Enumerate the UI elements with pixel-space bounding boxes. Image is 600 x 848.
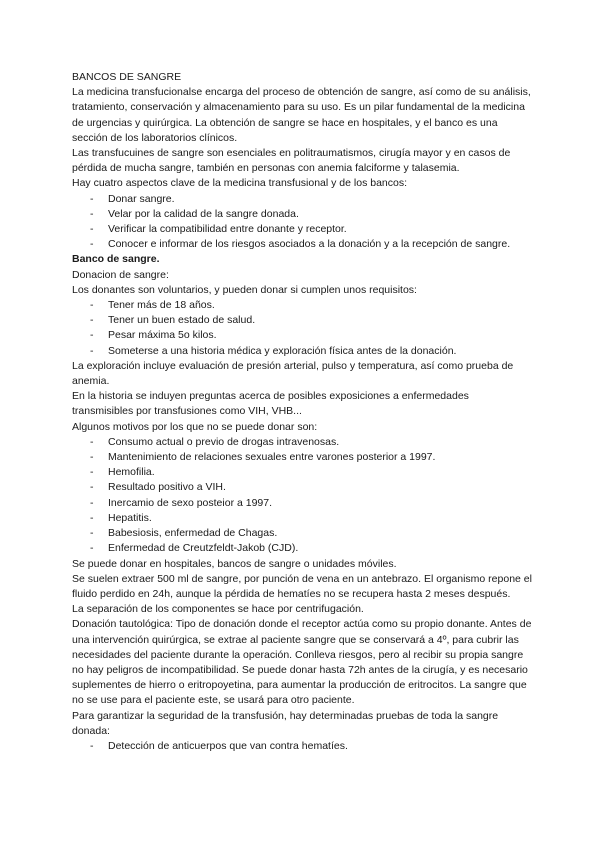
where-paragraph: Se puede donar en hospitales, bancos de sangre o unidades móviles. [72,557,397,570]
list-item: - Tener más de 18 años. [72,298,532,313]
separation-paragraph: La separación de los componentes se hace por centrifugación. [72,603,364,616]
reasons-lead: Algunos motivos por los que no se puede donar son: [72,420,318,433]
document-title: BANCOS DE SANGRE [72,71,182,83]
list-item: - Resultado positivo a VIH. [72,480,532,495]
list-item: - Detección de anticuerpos que van contra hematíes. [72,739,532,754]
history-paragraph: En la historia se induyen preguntas acerca de posibles exposiciones a enfermedades transmisibles por transfusiones como VIH, VHB... [72,390,469,418]
list-item: - Babesiosis, enfermedad de Chagas. [72,526,532,541]
list-item: - Tener un buen estado de salud. [72,313,532,328]
aspects-list [72,192,532,253]
safety-lead: Para garantizar la seguridad de la transfusión, hay determinadas pruebas de toda la sangre donada: [72,709,499,737]
list-item: - Conocer e informar de los riesgos asociados a la donación y a la recepción de sangre. [72,237,532,252]
transfusion-uses-paragraph: Las transfucuines de sangre son esenciales en politraumatismos, cirugía mayor y en casos de pérdida de mucha sangre, también en personas con anemia falciforme y talasemia. [72,147,511,175]
autologous-paragraph: Donación tautológica: Tipo de donación donde el receptor actúa como su propio donante. Antes de una intervención quirúrgica, se extrae al paciente sangre que se conservará a 4º, para cubrir las necesidades del paciente durante la operación. Conlleva riesgos, pero al recibir su propia sangre no hay peligros de incompatibilidad. Se puede donar hasta 72h antes de la cirugía, y es necesario suplementes de hierro o eritropoyetina, para aumentar la producción de eritrocitos. La sangre que no se use para el paciente este, se usará para otro paciente. [72,618,532,707]
list-item: - Inercamio de sexo posteior a 1997. [72,496,532,511]
reasons-list [72,435,532,557]
list-item: - Donar sangre. [72,192,532,207]
list-item: - Mantenimiento de relaciones sexuales entre varones posterior a 1997. [72,450,532,465]
document-body [72,70,532,754]
intro-paragraph: La medicina transfucionalse encarga del proceso de obtención de sangre, así como de su análisis, tratamiento, conservación y almacenamiento para su uso. Es un pilar fundamental de la medicina de urgencias y quirúrgica. La obtención de sangre se hace en hospitales, y el banco es una sección de los laboratorios clínicos. [72,86,531,144]
list-item: - Pesar máxima 5o kilos. [72,328,532,343]
list-item: - Verificar la compatibilidad entre donante y receptor. [72,222,532,237]
donation-subheading: Donacion de sangre: [72,268,169,281]
list-item: - Consumo actual o previo de drogas intravenosas. [72,435,532,450]
requirements-lead: Los donantes son voluntarios, y pueden donar si cumplen unos requisitos: [72,283,417,296]
extraction-paragraph: Se suelen extraer 500 ml de sangre, por punción de vena en un antebrazo. El organismo repone el fluido perdido en 24h, aunque la pérdida de hematíes no se recupera hasta 2 meses después. [72,572,532,600]
list-item: - Hemofilia. [72,465,532,480]
safety-list [72,739,532,754]
list-item: - Velar por la calidad de la sangre donada. [72,207,532,222]
requirements-list [72,298,532,359]
list-item: - Someterse a una historia médica y exploración física antes de la donación. [72,344,532,359]
list-item: - Enfermedad de Creutzfeldt-Jakob (CJD). [72,541,532,556]
exploration-paragraph: La exploración incluye evaluación de presión arterial, pulso y temperatura, así como prueba de anemia. [72,359,514,388]
list-item: - Hepatitis. [72,511,532,526]
section-heading: Banco de sangre. [72,253,160,266]
aspects-lead: Hay cuatro aspectos clave de la medicina transfusional y de los bancos: [72,177,408,190]
